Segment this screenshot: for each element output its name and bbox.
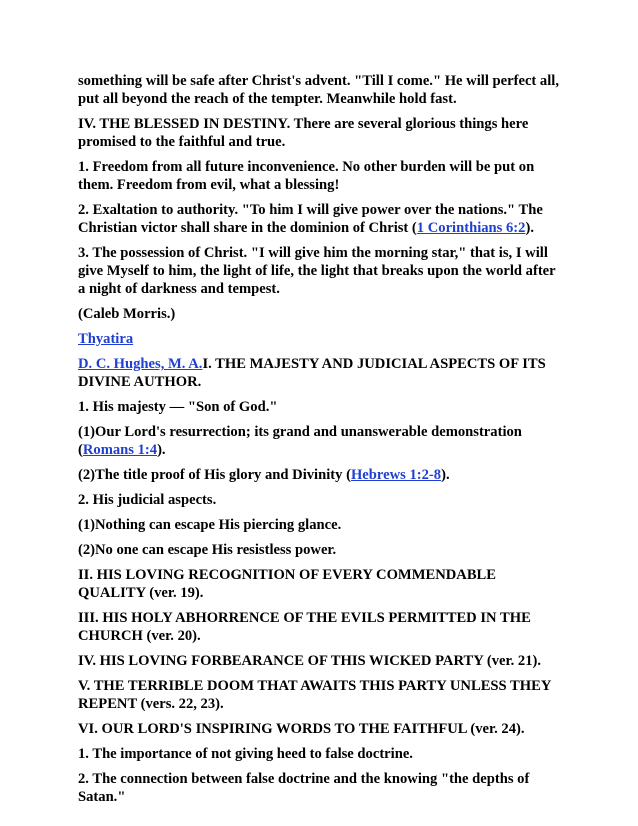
text-segment: ).	[525, 220, 534, 236]
text-segment: (2)The title proof of His glory and Divinity (	[78, 467, 351, 483]
link-1-corinthians-6-2[interactable]: 1 Corinthians 6:2	[416, 220, 526, 236]
paragraph-his-majesty: 1. His majesty — "Son of God."	[78, 399, 278, 415]
paragraph-possession: 3. The possession of Christ. "I will give him the morning star," that is, I will give Myself to him, the light of life, the light that breaks upon the world after a night of darkness and tempest.	[78, 245, 556, 297]
paragraph-false-doctrine: 1. The importance of not giving heed to false doctrine.	[78, 746, 413, 762]
link-romans-1-4[interactable]: Romans 1:4	[82, 442, 158, 458]
heading-holy-abhorrence: III. HIS HOLY ABHORRENCE OF THE EVILS PERMITTED IN THE CHURCH (ver. 20).	[78, 610, 531, 644]
heading-blessed-in-destiny: IV. THE BLESSED IN DESTINY. There are several glorious things here promised to the faithful and true.	[78, 116, 529, 150]
link-hebrews-1-2-8[interactable]: Hebrews 1:2-8	[350, 467, 442, 483]
paragraph-majesty-heading	[78, 355, 566, 391]
text-segment: ).	[441, 467, 450, 483]
heading-terrible-doom: V. THE TERRIBLE DOOM THAT AWAITS THIS PARTY UNLESS THEY REPENT (vers. 22, 23).	[78, 678, 551, 712]
section-link-paragraph	[78, 330, 566, 348]
link-author-dc-hughes[interactable]: D. C. Hughes, M. A.	[78, 356, 203, 372]
paragraph-judicial-aspects: 2. His judicial aspects.	[78, 492, 217, 508]
paragraph-freedom: 1. Freedom from all future inconvenience. No other burden will be put on them. Freedom from evil, what a blessing!	[78, 159, 535, 193]
text-segment: (1)Our Lord's resurrection; its grand and unanswerable demonstration (	[78, 424, 522, 458]
heading-inspiring-words: VI. OUR LORD'S INSPIRING WORDS TO THE FAITHFUL (ver. 24).	[78, 721, 525, 737]
paragraph-resurrection	[78, 423, 566, 459]
paragraph-continuation: something will be safe after Christ's advent. "Till I come." He will perfect all, put all beyond the reach of the tempter. Meanwhile hold fast.	[78, 73, 559, 107]
attribution-caleb-morris: (Caleb Morris.)	[78, 306, 176, 322]
paragraph-piercing-glance: (1)Nothing can escape His piercing glance.	[78, 517, 342, 533]
paragraph-depths-of-satan: 2. The connection between false doctrine and the knowing "the depths of Satan."	[78, 771, 530, 805]
paragraph-resistless-power: (2)No one can escape His resistless power.	[78, 542, 337, 558]
heading-loving-recognition: II. HIS LOVING RECOGNITION OF EVERY COMMENDABLE QUALITY (ver. 19).	[78, 567, 497, 601]
text-segment: 2. Exaltation to authority. "To him I will give power over the nations." The Christian victor shall share in the dominion of Christ (	[78, 202, 543, 236]
text-segment: ).	[157, 442, 166, 458]
paragraph-exaltation	[78, 201, 566, 237]
document-page	[78, 72, 566, 813]
link-thyatira[interactable]: Thyatira	[78, 331, 134, 347]
paragraph-title-proof	[78, 466, 566, 484]
heading-loving-forbearance: IV. HIS LOVING FORBEARANCE OF THIS WICKED PARTY (ver. 21).	[78, 653, 542, 669]
text-segment: I. THE MAJESTY AND JUDICIAL ASPECTS OF ITS DIVINE AUTHOR.	[78, 356, 546, 390]
